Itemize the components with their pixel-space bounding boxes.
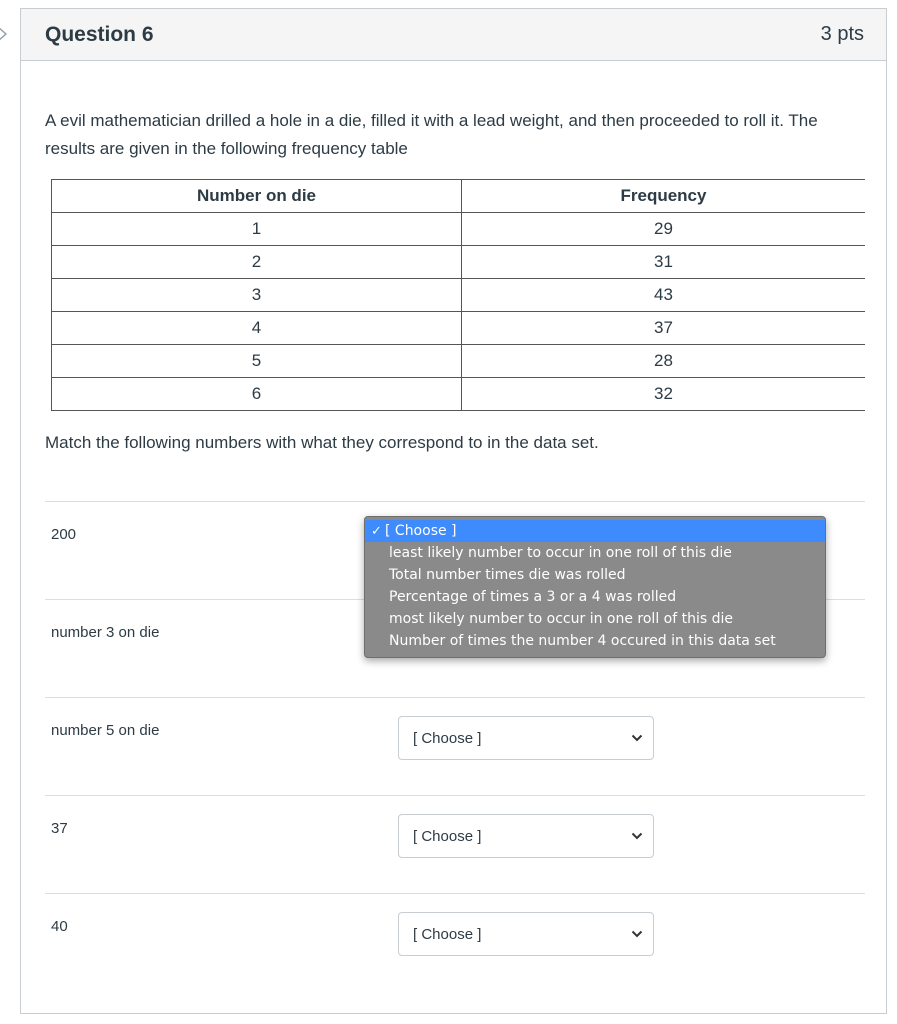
match-row-5 [45,893,865,991]
answer-select[interactable] [398,912,654,956]
question-header [21,9,886,61]
select-value: [ Choose ] [413,925,482,943]
match-row-4 [45,795,865,893]
question-prompt: A evil mathematician drilled a hole in a die, filled it with a lead weight, and then proceeded to roll it. The results are given in the following frequency table [45,111,818,158]
select-value: [ Choose ] [413,729,482,747]
chevron-down-icon [631,734,643,742]
dropdown-option-choose[interactable]: ✓ [ Choose ] [365,520,825,542]
cell-number: 4 [52,312,462,345]
cell-frequency: 29 [462,213,866,246]
cell-number: 1 [52,213,462,246]
question-nav-chevron-icon[interactable] [0,24,12,44]
match-label: number 5 on die [51,722,160,739]
match-row-3 [45,697,865,795]
chevron-down-icon [631,930,643,938]
cell-number: 5 [52,345,462,378]
dropdown-option[interactable]: Total number times die was rolled [389,567,626,583]
table-row [52,345,866,378]
cell-frequency: 28 [462,345,866,378]
match-instructions: Match the following numbers with what they correspond to in the data set. [45,433,599,452]
header-frequency: Frequency [462,180,866,213]
answer-select[interactable] [398,716,654,760]
select-value: [ Choose ] [413,827,482,845]
answer-dropdown-list[interactable] [364,516,826,658]
table-row [52,279,866,312]
answer-select[interactable] [398,814,654,858]
cell-number: 2 [52,246,462,279]
cell-number: 3 [52,279,462,312]
match-label: 37 [51,820,68,837]
cell-frequency: 37 [462,312,866,345]
question-card [20,8,887,1014]
match-label: 200 [51,526,77,543]
cell-number: 6 [52,378,462,411]
dropdown-option[interactable]: least likely number to occur in one roll of this die [389,545,732,561]
match-label: number 3 on die [51,624,160,641]
table-row [52,378,866,411]
table-header-row [52,180,866,213]
match-label: 40 [51,918,68,935]
table-row [52,246,866,279]
dropdown-option[interactable]: most likely number to occur in one roll of this die [389,611,733,627]
cell-frequency: 43 [462,279,866,312]
cell-frequency: 31 [462,246,866,279]
table-row [52,213,866,246]
chevron-down-icon [631,832,643,840]
question-title: Question 6 [45,22,154,46]
table-row [52,312,866,345]
dropdown-option[interactable]: Number of times the number 4 occured in this data set [389,633,776,649]
dropdown-option[interactable]: Percentage of times a 3 or a 4 was rolled [389,589,677,605]
cell-frequency: 32 [462,378,866,411]
checkmark-icon: ✓ [371,524,382,539]
question-points: 3 pts [820,23,864,45]
frequency-table [51,179,865,411]
header-number-on-die: Number on die [52,180,462,213]
